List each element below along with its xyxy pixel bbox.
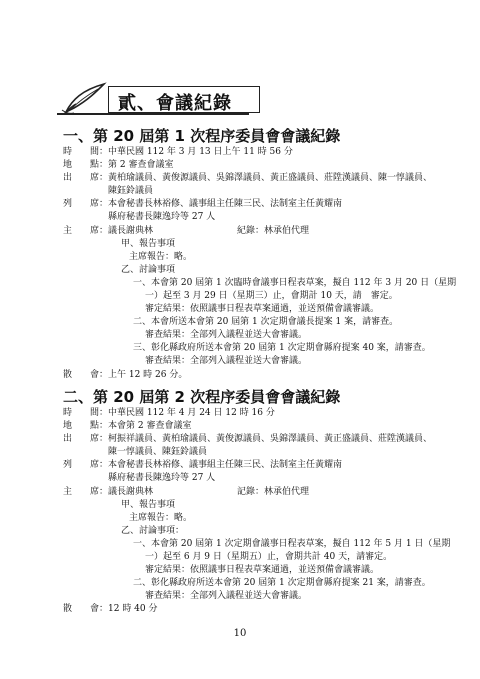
- discussion-item-2-result: 審查結果：全部列入議程並送大會審議。: [145, 591, 308, 601]
- adjourn-label: 散 會：: [63, 604, 109, 614]
- recorder-value: 記錄：林承伯代理: [237, 487, 310, 497]
- discussion-item-2: 二、彰化縣政府所送本會第 20 屆第 1 次定期會縣府提案 21 案，請審查。: [133, 578, 431, 588]
- observe-value: 本會秘書長林裕修、議事組主任陳三民、法制室主任黃耀南: [108, 460, 343, 470]
- discussion-item-1-cont: 一）起至 6 月 9 日（星期五）止，會期共計 40 天，請審定。: [145, 552, 393, 562]
- time-value: 中華民國 112 年 3 月 13 日上午 11 時 56 分: [108, 147, 293, 157]
- time-label: 時 間：: [63, 408, 109, 418]
- adjourn-label: 散 會：: [63, 370, 109, 380]
- adjourn-value: 上午 12 時 26 分。: [108, 370, 188, 380]
- report-heading: 甲、報告事項: [121, 500, 176, 510]
- attend-value: 黃柏瑜議員、黃俊源議員、吳錦澤議員、黃正盛議員、莊陞漢議員、陳一惇議員、: [108, 173, 433, 183]
- observe-label: 列 席：: [63, 199, 109, 209]
- observe-value: 本會秘書長林裕修、議事組主任陳三民、法制室主任黃耀南: [108, 199, 343, 209]
- discussion-item-1-result: 審定結果：依照議事日程表草案通過，並送預備會議審議。: [145, 565, 380, 575]
- place-value: 本會第 2 審查會議室: [108, 421, 192, 431]
- chair-label: 主 席：: [63, 487, 109, 497]
- place-label: 地 點：: [63, 421, 109, 431]
- time-label: 時 間：: [63, 147, 109, 157]
- banner-underline: [57, 113, 249, 115]
- report-heading: 甲、報告事項: [121, 239, 176, 249]
- observe-label: 列 席：: [63, 460, 109, 470]
- observe-value-cont: 縣府秘書長陳逸玲等 27 人: [108, 212, 216, 222]
- section2-heading: 二、第 20 屆第 2 次程序委員會會議紀錄: [63, 388, 341, 406]
- chair-label: 主 席：: [63, 226, 109, 236]
- observe-value-cont: 縣府秘書長陳逸玲等 27 人: [108, 473, 216, 483]
- discussion-item-1-result: 審定結果：依照議事日程表草案通過，並送預備會議審議。: [145, 304, 380, 314]
- chair-value: 議長謝典林: [108, 226, 154, 236]
- discussion-item-1: 一、本會第 20 屆第 1 次臨時會議事日程表草案，擬自 112 年 3 月 20 日（星期: [133, 278, 457, 288]
- discussion-heading: 乙、討論事項: [121, 265, 176, 275]
- discussion-item-2: 二、本會所送本會第 20 屆第 1 次定期會議長提案 1 案，請審查。: [133, 317, 399, 327]
- report-item: 主席報告：略。: [129, 252, 193, 262]
- discussion-heading: 乙、討論事項：: [121, 526, 185, 536]
- place-value: 第 2 審查會議室: [108, 160, 174, 170]
- attend-label: 出 席：: [63, 434, 109, 444]
- attend-value: 柯振祥議員、黃柏瑜議員、黃俊源議員、吳錦澤議員、黃正盛議員、莊陞漢議員、: [108, 434, 433, 444]
- adjourn-value: 12 時 40 分: [108, 604, 158, 614]
- attend-value-cont: 陳一惇議員、陳鈺鈴議員: [108, 447, 208, 457]
- section1-heading: 一、第 20 屆第 1 次程序委員會會議紀錄: [63, 127, 341, 145]
- report-item: 主席報告：略。: [129, 513, 193, 523]
- discussion-item-3: 三、彰化縣政府所送本會第 20 屆第 1 次定期會縣府提案 40 案，請審查。: [133, 343, 431, 353]
- page-number: 10: [233, 628, 247, 639]
- place-label: 地 點：: [63, 160, 109, 170]
- discussion-item-1: 一、本會第 20 屆第 1 次定期會議事日程表草案，擬自 112 年 5 月 1 日（星期: [133, 539, 451, 549]
- attend-value-cont: 陳鈺鈴議員: [108, 186, 154, 196]
- recorder-value: 紀錄：林承伯代理: [237, 226, 310, 236]
- discussion-item-2-result: 審查結果：全部列入議程並送大會審議。: [145, 330, 308, 340]
- attend-label: 出 席：: [63, 173, 109, 183]
- quill-pen-icon: [60, 80, 110, 116]
- chair-value: 議長謝典林: [108, 487, 154, 497]
- time-value: 中華民國 112 年 4 月 24 日 12 時 16 分: [108, 408, 275, 418]
- discussion-item-3-result: 審查結果：全部列入議程並送大會審議。: [145, 356, 308, 366]
- banner-title: 貳、會議紀錄: [118, 93, 232, 114]
- discussion-item-1-cont: 一）起至 3 月 29 日（星期三）止，會期計 10 天，請 審定。: [145, 291, 398, 301]
